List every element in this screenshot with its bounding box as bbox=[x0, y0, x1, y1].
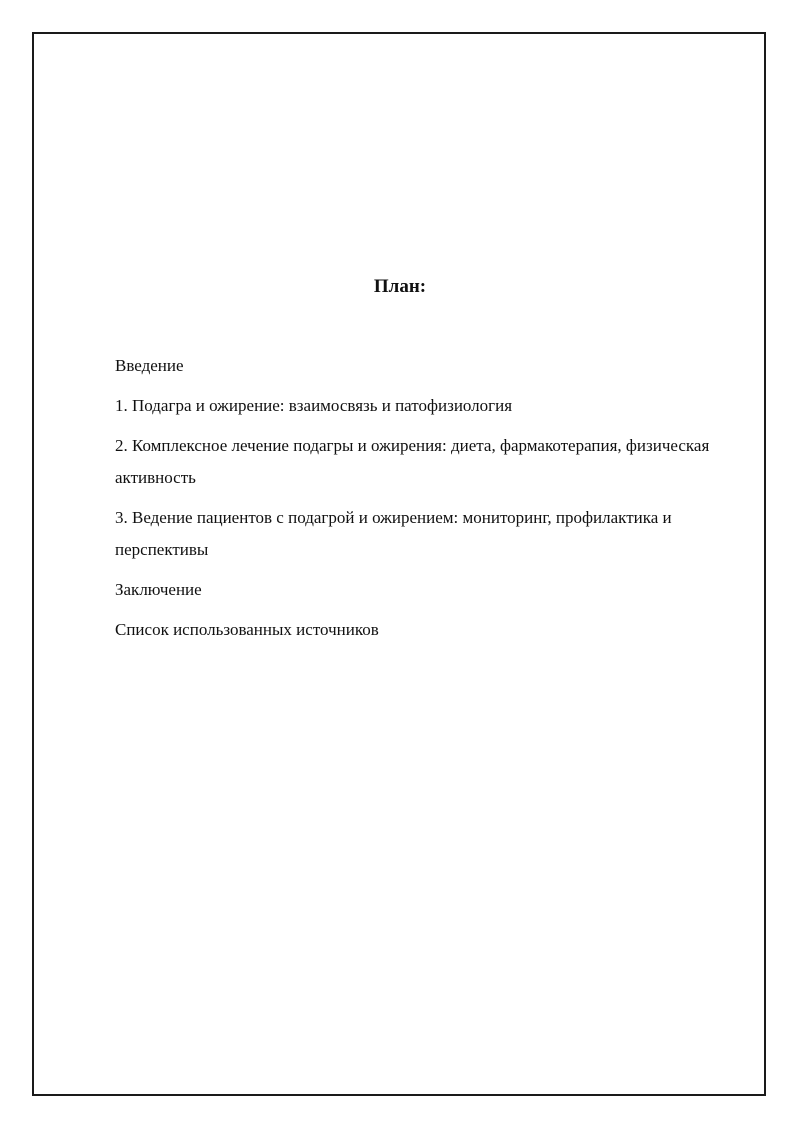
toc-item-section-3: 3. Ведение пациентов с подагрой и ожирением: мониторинг, профилактика и перспективы bbox=[115, 508, 672, 559]
toc-item-section-1: 1. Подагра и ожирение: взаимосвязь и патофизиология bbox=[115, 396, 513, 415]
page-title: План: bbox=[373, 276, 427, 297]
toc-item-introduction: Введение bbox=[115, 356, 184, 375]
toc-item-conclusion: Заключение bbox=[115, 580, 202, 599]
toc-item-references: Список использованных источников bbox=[115, 620, 379, 639]
toc-item-section-2: 2. Комплексное лечение подагры и ожирения: диета, фармакотерапия, физическая активность bbox=[115, 436, 710, 487]
table-of-contents bbox=[115, 350, 745, 654]
